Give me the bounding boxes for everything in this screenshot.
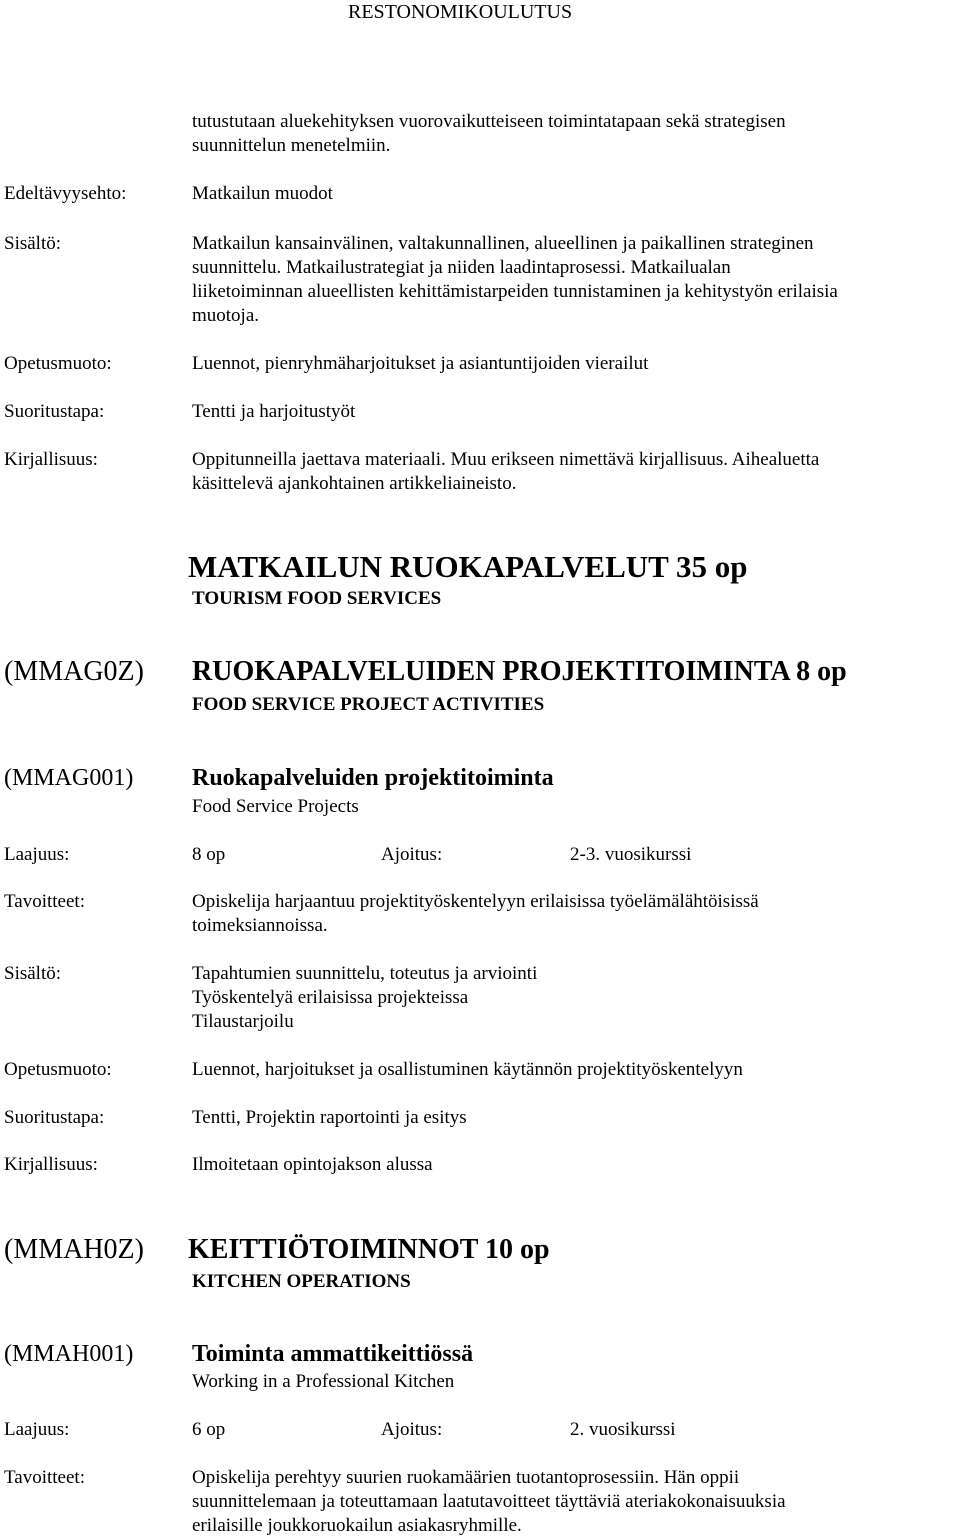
- goals-line-2: suunnittelemaan ja toteuttamaan laatutavoitteet täyttäviä ateriakokonaisuuksia: [192, 1491, 786, 1512]
- goals-label: Tavoitteet:: [4, 1467, 85, 1488]
- module-code: (MMAG0Z): [4, 656, 144, 687]
- goals-line-1: Opiskelija perehtyy suurien ruokamäärien tuotantoprosessiin. Hän oppii: [192, 1467, 740, 1488]
- timing-label: Ajoitus:: [381, 1419, 443, 1440]
- goals-line-1: Opiskelija harjaantuu projektityöskentelyyn erilaisissa työelämälähtöisissä: [192, 891, 759, 912]
- course-title: Toiminta ammattikeittiössä: [192, 1341, 474, 1367]
- content-line-2: Työskentelyä erilaisissa projekteissa: [192, 987, 469, 1008]
- module-title: RUOKAPALVELUIDEN PROJEKTITOIMINTA 8 op: [192, 656, 847, 687]
- method-value: Luennot, pienryhmäharjoitukset ja asiantuntijoiden vierailut: [192, 353, 649, 374]
- module-subtitle: FOOD SERVICE PROJECT ACTIVITIES: [192, 694, 545, 715]
- module-code: (MMAH0Z): [4, 1234, 144, 1265]
- content-line-2: suunnittelu. Matkailustrategiat ja niiden laadintaprosessi. Matkailualan: [192, 257, 731, 278]
- intro-line-1: tutustutaan aluekehityksen vuorovaikutteiseen toimintatapaan sekä strategisen: [192, 111, 786, 132]
- timing-value: 2-3. vuosikurssi: [570, 844, 692, 865]
- timing-label: Ajoitus:: [381, 844, 443, 865]
- assessment-value: Tentti ja harjoitustyöt: [192, 401, 356, 422]
- goals-line-2: toimeksiannoissa.: [192, 915, 328, 936]
- literature-label: Kirjallisuus:: [4, 1154, 98, 1175]
- content-label: Sisältö:: [4, 233, 62, 254]
- literature-line-1: Oppitunneilla jaettava materiaali. Muu erikseen nimettävä kirjallisuus. Aihealuetta: [192, 449, 820, 470]
- literature-label: Kirjallisuus:: [4, 449, 98, 470]
- content-line-3: liiketoiminnan alueellisten kehittämistarpeiden tunnistaminen ja kehitystyön erilaisia: [192, 281, 838, 302]
- method-label: Opetusmuoto:: [4, 1059, 112, 1080]
- method-value: Luennot, harjoitukset ja osallistuminen käytännön projektityöskentelyyn: [192, 1059, 743, 1080]
- content-label: Sisältö:: [4, 963, 62, 984]
- intro-line-2: suunnittelun menetelmiin.: [192, 135, 391, 156]
- method-label: Opetusmuoto:: [4, 353, 112, 374]
- module-subtitle: KITCHEN OPERATIONS: [192, 1271, 411, 1292]
- assessment-value: Tentti, Projektin raportointi ja esitys: [192, 1107, 467, 1128]
- course-title: Ruokapalveluiden projektitoiminta: [192, 765, 554, 791]
- content-line-1: Tapahtumien suunnittelu, toteutus ja arviointi: [192, 963, 538, 984]
- course-code: (MMAH001): [4, 1341, 134, 1367]
- document-header: RESTONOMIKOULUTUS: [348, 1, 573, 23]
- section-subtitle: TOURISM FOOD SERVICES: [192, 588, 442, 609]
- goals-label: Tavoitteet:: [4, 891, 85, 912]
- assessment-label: Suoritustapa:: [4, 401, 105, 422]
- scope-value: 6 op: [192, 1419, 226, 1440]
- section-title: MATKAILUN RUOKAPALVELUT 35 op: [188, 549, 748, 584]
- scope-value: 8 op: [192, 844, 226, 865]
- assessment-label: Suoritustapa:: [4, 1107, 105, 1128]
- goals-line-3: erilaisille joukkoruokailun asiakasryhmille.: [192, 1515, 522, 1536]
- module-title: KEITTIÖTOIMINNOT 10 op: [188, 1234, 550, 1265]
- scope-label: Laajuus:: [4, 1419, 70, 1440]
- literature-line-2: käsittelevä ajankohtainen artikkeliaineisto.: [192, 473, 517, 494]
- literature-value: Ilmoitetaan opintojakson alussa: [192, 1154, 433, 1175]
- course-subtitle: Food Service Projects: [192, 796, 359, 817]
- prerequisite-label: Edeltävyysehto:: [4, 183, 127, 204]
- content-line-1: Matkailun kansainvälinen, valtakunnallinen, alueellinen ja paikallinen strateginen: [192, 233, 814, 254]
- timing-value: 2. vuosikurssi: [570, 1419, 676, 1440]
- scope-label: Laajuus:: [4, 844, 70, 865]
- content-line-3: Tilaustarjoilu: [192, 1011, 294, 1032]
- prerequisite-value: Matkailun muodot: [192, 183, 333, 204]
- content-line-4: muotoja.: [192, 305, 260, 326]
- course-subtitle: Working in a Professional Kitchen: [192, 1371, 455, 1392]
- course-code: (MMAG001): [4, 765, 134, 791]
